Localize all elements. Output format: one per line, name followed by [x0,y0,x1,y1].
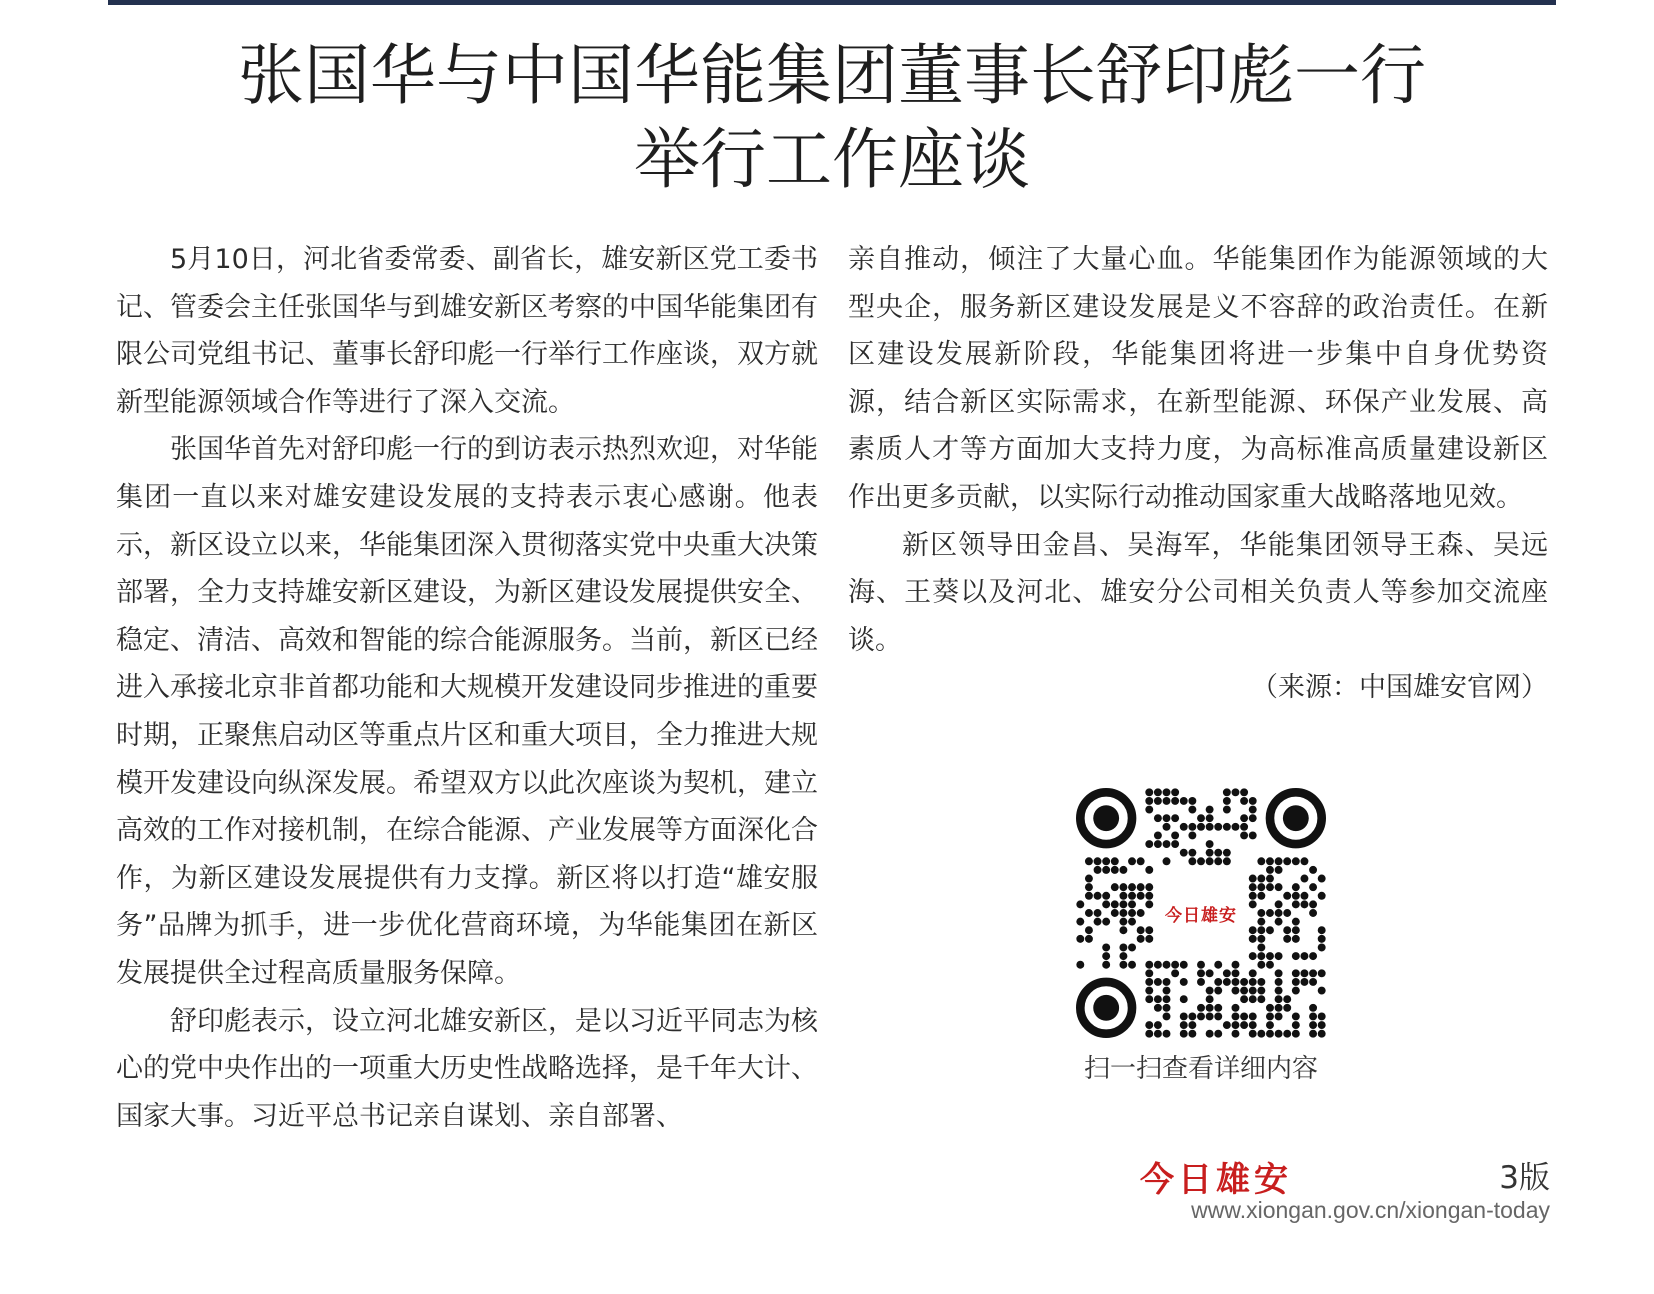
brand-logo: 今日雄安 [1140,1160,1292,1200]
title-line-1: 张国华与中国华能集团董事长舒印彪一行 [238,37,1426,114]
paragraph-2: 张国华首先对舒印彪一行的到访表示热烈欢迎，对华能集团一直以来对雄安建设发展的支持表示衷心感谢。他表示，新区设立以来，华能集团深入贯彻落实党中央重大决策部署，全力支持雄安新区建设，为新区建设发展提供安全、稳定、清洁、高效和智能的综合能源服务。当前，新区已经进入承接北京非首都功能和大规模开发建设同步推进的重要时期，正聚焦启动区等重点片区和重大项目，全力推进大规模开发建设向纵深发展。希望双方以此次座谈为契机，建立高效的工作对接机制，在综合能源、产业发展等方面深化合作，为新区建设发展提供有力支撑。新区将以打造“雄安服务”品牌为抓手，进一步优化营商环境，为华能集团在新区发展提供全过程高质量服务保障。 [116,434,818,989]
right-column [848,236,1548,712]
title-line-2: 举行工作座谈 [634,121,1030,198]
paragraph-4 [848,522,1548,712]
left-column [116,236,818,1140]
paragraph-1: 5月10日，河北省委常委、副省长，雄安新区党工委书记、管委会主任张国华与到雄安新区考察的中国华能集团有限公司党组书记、董事长舒印彪一行举行工作座谈，双方就新型能源领域合作等进行了深入交流。 [116,244,818,418]
qr-caption: 扫一扫查看详细内容 [1083,1054,1318,1084]
attendees-text: 新区领导田金昌、吴海军，华能集团领导王森、吴远海、王葵以及河北、雄安分公司相关负责人等参加交流座谈。 [848,529,1548,656]
site-url[interactable]: www.xiongan.gov.cn/xiongan-today [1191,1197,1550,1223]
page-number: 3版 [1499,1160,1550,1196]
qr-center-logo: 今日雄安 [1159,871,1243,955]
source-credit: （来源：中国雄安官网） [1251,672,1548,704]
article-title [108,34,1556,202]
qr-code[interactable] [1076,788,1326,1038]
top-rule [108,0,1556,5]
paragraph-3: 舒印彪表示，设立河北雄安新区，是以习近平同志为核心的党中央作出的一项重大历史性战略选择，是千年大计、国家大事。习近平总书记亲自谋划、亲自部署、 [116,1005,818,1132]
paragraph-3-continued: 亲自推动，倾注了大量心血。华能集团作为能源领域的大型央企，服务新区建设发展是义不容辞的政治责任。在新区建设发展新阶段，华能集团将进一步集中自身优势资源，结合新区实际需求，在新型能源、环保产业发展、高素质人才等方面加大支持力度，为高标准高质量建设新区作出更多贡献，以实际行动推动国家重大战略落地见效。 [848,244,1548,513]
